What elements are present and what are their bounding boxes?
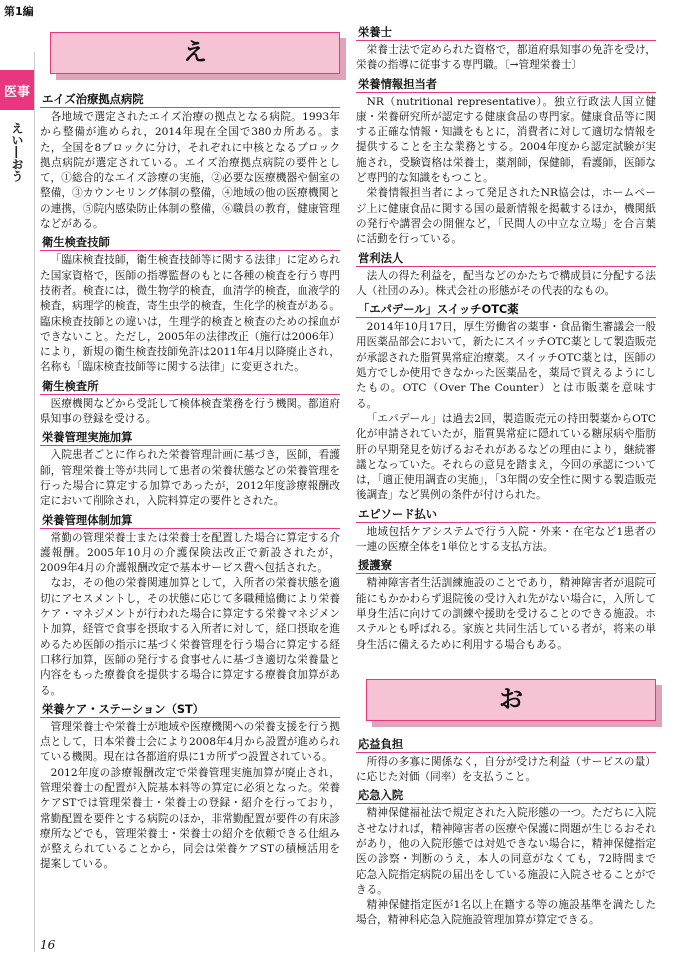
kana-heading-o: お [366, 679, 656, 721]
entry-title: 栄養ケア・ステーション（ST） [40, 702, 340, 718]
entry-title: 栄養士 [356, 25, 656, 41]
left-column [40, 22, 340, 873]
entry-body: 精神障害者生活訓練施設のことであり，精神障害者が退院可能にもかかわらず退院後の受け入れ先がない場合に，入所して単身生活に向けての訓練や援助を受けることのできる施設。ホステルとも呼ばれる。家族と共同生活している者が，将来の単身生活に備えるために利用する場合もある。 [356, 577, 656, 651]
entry-body: 地域包括ケアシステムで行う入院・外来・在宅など1患者の一連の医療全体を1単位とする支払方法。 [356, 525, 656, 554]
entry-body: 栄養情報担当者によって発足されたNR協会は，ホームページ上に健康食品に関する国の最新情報を掲載するほか，機関紙の発行や講習会の開催など，「民間人の中立な立場」を合言葉に活動を行っている。 [356, 187, 656, 246]
entry-body: 常勤の管理栄養士または栄養士を配置した場合に算定する介護報酬。2005年10月の介護保険法改正で新設されたが，2009年4月の介護報酬改定で基本サービス費へ包括された。 [40, 531, 340, 575]
entry-title: 営利法人 [356, 251, 656, 267]
entry-body: 各地域で選定されたエイズ治療の拠点となる病院。1993年から整備が進められ，2014年現在全国で380カ所ある。また，全国を8ブロックに分け，それぞれに中核となるブロック拠点病院が選定されている。エイズ治療拠点病院の要件として，①総合的なエイズ診療の実施，②必要な医療機器や個室の整備，③カウンセリング体制の整備，④地域の他の医療機関との連携，⑤院内感染防止体制の整備，⑥職員の教育，健康管理などがある。 [40, 111, 340, 231]
index-range: えい―おう [10, 122, 24, 182]
entry-body: 「エパデール」は過去2回，製造販売元の持田製薬からOTC化が申請されていたが，脂質異常症に隠れている糖尿病や脂肪肝の早期発見を妨げるおそれがあるなどの理由により，継続審議となっていた。それらの意見を踏まえ，今回の承認については，「適正使用調査の実施」，「3年間の安全性に関する製造販売後調査」など異例の条件が付けられた。 [356, 412, 656, 502]
entry-body: 法人の得た利益を，配当などのかたちで構成員に分配する法人（社団のみ）。株式会社の形態がその代表的なもの。 [356, 269, 656, 297]
entry-body: 「臨床検査技師，衛生検査技師等に関する法律」に定められた国家資格で，医師の指導監督のもとに各種の検査を行う専門技術者。検査には，微生物学的検査，血清学的検査，血液学的検査，病理学的検査，寄生虫学的検査，生化学的検査がある。臨床検査技師との違いは，生理学的検査と検査のための採血ができないこと。ただし，2005年の法律改正（施行は2006年）により，新規の衛生検査技師免許は2011年4月以降廃止され，名称も「臨床検査技師等に関する法律」に変更された。 [40, 254, 340, 374]
right-column [356, 22, 656, 929]
page-number: 16 [40, 938, 56, 952]
entry-title: 「エパデール」スイッチOTC薬 [356, 302, 656, 318]
edition-label: 第1編 [4, 5, 34, 18]
entry-title: エピソード払い [356, 507, 656, 523]
entry-body: 入院患者ごとに作られた栄養管理計画に基づき，医師，看護師，管理栄養士等が共同して患者の栄養状態などの栄養管理を行った場合に算定する加算であったが，2012年度診療報酬改定において削除され，入院料算定の要件とされた。 [40, 449, 340, 508]
entry-title: 衛生検査所 [40, 379, 340, 395]
left-entries [40, 92, 340, 873]
entry-body: 2012年度の診療報酬改定で栄養管理実施加算が廃止され，管理栄養士の配置が入院基本料等の算定に必須となった。栄養ケアSTでは管理栄養士・栄養士の登録・紹介を行っており，常勤配置を要件とする病院のほか，非常勤配置が要件の有床診療所などでも，管理栄養士・栄養士の紹介を依頼できる仕組みが整えられていることから，同会は栄養ケアSTの積極活用を提案している。 [40, 766, 340, 871]
entry-body: 精神保健指定医が1名以上在籍する等の施設基準を満たした場合，精神科応急入院施設管理加算が算定できる。 [356, 899, 656, 927]
kana-heading-e: え [50, 32, 340, 74]
section-tab [0, 70, 34, 110]
entry-title: 栄養管理体制加算 [40, 513, 340, 529]
entry-title: エイズ治療拠点病院 [40, 92, 340, 108]
entry-title: 援護寮 [356, 558, 656, 574]
entry-body: 栄養士法で定められた資格で，都道府県知事の免許を受け，栄養の指導に従事する専門職。〔→管理栄養士〕 [356, 44, 656, 72]
right-entries-e [356, 25, 656, 653]
entry-body: なお，その他の栄養関連加算として，入所者の栄養状態を適切にアセスメントし，その状態に応じて多職種協働により栄養ケア・マネジメントが行われた場合に算定する栄養マネジメント加算，経管で食事を摂取する入所者に対して，経口摂取を進めるため医師の指示に基づく栄養管理を行う場合に算定する経口移行加算，医師の発行する食事せんに基づき適切な栄養量と内容をもった療養食を提供する場合に算定する療養食加算がある。 [40, 577, 340, 697]
right-entries-o [356, 737, 656, 929]
entry-title: 栄養管理実施加算 [40, 430, 340, 446]
section-tab-label: 医事 [3, 84, 30, 100]
entry-title: 衛生検査技師 [40, 235, 340, 251]
entry-title: 栄養情報担当者 [356, 77, 656, 93]
entry-title: 応益負担 [356, 737, 656, 753]
entry-body: 医療機関などから受託して検体検査業務を行う機関。都道府県知事の登録を受ける。 [40, 397, 340, 426]
entry-body: 精神保健福祉法で規定された入院形態の一つ。ただちに入院させなければ，精神障害者の医療や保護に問題が生じるおそれがあり，他の入院形態では対処できない場合に，精神保健指定医の診察・判断のうえ，本人の同意がなくても，72時間まで応急入院指定病院の届出をしている施設に入院させることができる。 [356, 807, 656, 896]
side-divider [34, 52, 35, 952]
entry-body: 2014年10月17日，厚生労働省の薬事・食品衛生審議会一般用医薬品部会において，新たにスイッチOTC薬として製造販売が承認された脂質異常症治療薬。スイッチOTC薬とは，医師の処方でしか使用できなかった医薬品を，薬局で買えるようにしたもの。OTC（Over The Counter）とは市販薬を意味する。 [356, 321, 656, 410]
entry-body: NR（nutritional representative）。独立行政法人国立健康・栄養研究所が認定する健康食品の専門家。健康食品等に関する正確な情報・知識をもとに，消費者に対して適切な情報を提供することを主な業務とする。2004年度から認定試験が実施され，受験資格は栄養士，薬剤師，保健師，看護師，医師など専門的な知識をもつこと。 [356, 95, 656, 185]
entry-body: 所得の多寡に関係なく，自分が受けた利益（サービスの量）に応じた対価（同率）を支払うこと。 [356, 755, 656, 784]
entry-title: 応急入院 [356, 788, 656, 804]
entry-body: 管理栄養士や栄養士が地域や医療機関への栄養支援を行う拠点として，日本栄養士会により2008年4月から設置が進められている機関。現在は各都道府県に1カ所ずつ設置されている。 [40, 720, 340, 764]
